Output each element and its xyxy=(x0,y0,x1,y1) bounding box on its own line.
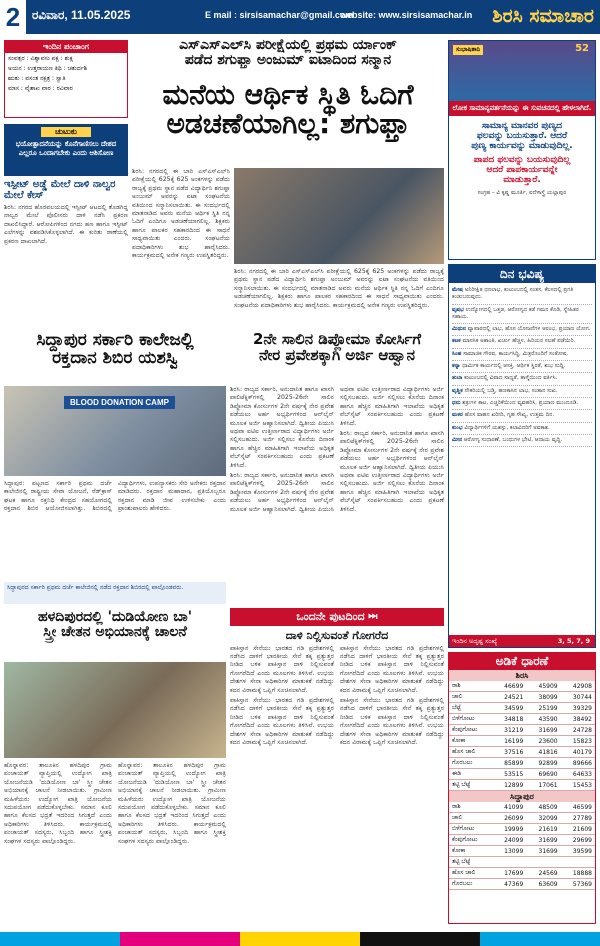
story3-text: ಶಿರಸಿ: ರಾಜ್ಯದ ಸರ್ಕಾರಿ, ಅನುದಾನಿತ ಹಾಗೂ ಖಾಸಗಿ ಪಾಲಿಟೆಕ್ನಿಕ್‌ಗಳಲ್ಲಿ 2025-26ನೇ ಸಾಲಿನ ಡಿಪ್ಲೋಮಾ ಕೋರ್ಸುಗಳ 2ನೇ ವರ್ಷಕ್ಕೆ ನೇರ ಪ್ರವೇಶ ಪಡೆಯಲು ಅರ್ಹ ಅಭ್ಯರ್ಥಿಗಳಿಂದ ಆನ್‌ಲೈನ್ ಮೂಲಕ ಅರ್ಜಿ ಆಹ್ವಾನಿಸಲಾಗಿದೆ. ದ್ವಿತೀಯ ಪಿಯುಸಿ ಅಥವಾ ಐಟಿಐ ಉತ್ತೀರ್ಣರಾದ ವಿದ್ಯಾರ್ಥಿಗಳು ಅರ್ಜಿ ಸಲ್ಲಿಸಬಹುದು. ಅರ್ಜಿ ಸಲ್ಲಿಸಲು ಕೊನೆಯ ದಿನಾಂಕ ಹಾಗೂ ಹೆಚ್ಚಿನ ಮಾಹಿತಿಗಾಗಿ ಇಲಾಖೆಯ ಅಧಿಕೃತ ವೆಬ್‌ಸೈಟ್ ಸಂಪರ್ಕಿಸಬಹುದು ಎಂದು ಪ್ರಕಟಣೆ ತಿಳಿಸಿದೆ. xyxy=(230,386,334,469)
price-value: 19999 xyxy=(492,824,526,835)
price-row xyxy=(449,769,595,780)
variety-name: ರಾಶಿ xyxy=(449,681,492,692)
rashi-name: ಕಟಕ xyxy=(452,338,461,345)
rashi-item xyxy=(452,285,592,305)
page-header xyxy=(0,0,600,34)
price-value: 34818 xyxy=(492,714,526,725)
rashi-list xyxy=(449,283,595,449)
rashi-name: ವೃಷಭ xyxy=(452,306,464,313)
story4-text-more2: ಪಾಕಿಸ್ತಾನ ಸೇನೆಯು ಭಾರತದ ಗಡಿ ಪ್ರದೇಶಗಳಲ್ಲಿ ನಡೆಸಿದ ದಾಳಿಗೆ ಭಾರತೀಯ ಸೇನೆ ತಕ್ಕ ಪ್ರತ್ಯುತ್ತರ ನೀಡಿದ ಬಳಿಕ ಪಾಕಿಸ್ತಾನ ದಾಳಿ ನಿಲ್ಲಿಸುವಂತೆ ಗೋಗರೆದಿದೆ ಎಂದು ಮೂಲಗಳು ತಿಳಿಸಿವೆ. ಉಭಯ ದೇಶಗಳ ಸೇನಾ ಅಧಿಕಾರಿಗಳ ಮಾತುಕತೆ ನಡೆದಿದ್ದು ಕದನ ವಿರಾಮಕ್ಕೆ ಒಪ್ಪಿಗೆ ಸೂಚಿಸಲಾಗಿದೆ. xyxy=(340,644,444,694)
price-value: 31699 xyxy=(526,846,560,857)
rashi-text: ಮಾನಸಿಕ ಅಶಾಂತಿ, ಖರ್ಚು ಹೆಚ್ಚಳ, ಹಿರಿಯರ ಸಲಹೆ ಪಡೆಯಿರಿ. xyxy=(462,338,576,345)
price-row xyxy=(449,857,595,868)
price-value: 24569 xyxy=(526,868,560,879)
variety-name: ಬೆಟ್ಟೆ xyxy=(449,703,492,714)
variety-name: ಕೋಕಾ xyxy=(449,736,492,747)
rashi-item xyxy=(452,336,592,348)
rashi-name: ಸಿಂಹ xyxy=(452,350,462,357)
price-value: 39329 xyxy=(561,703,595,714)
rashi-text: ನೌಕರಿಯಲ್ಲಿ ಬಡ್ತಿ, ಹಣಕಾಸಿನ ಲಾಭ, ಸಂತಾನ ಸುಖ. xyxy=(464,387,558,394)
price-value: 34599 xyxy=(492,703,526,714)
page-number: 2 xyxy=(0,0,26,34)
price-value: 92899 xyxy=(526,758,560,769)
story5-headline xyxy=(4,610,226,660)
rashi-text: ವ್ಯಾಪಾರದಲ್ಲಿ ಲಾಭ, ಹೊಸ ಯೋಜನೆಗಳ ಆರಂಭ, ಪ್ರಯಾಣ ಯೋಗ. xyxy=(467,326,591,333)
rashi-item xyxy=(452,373,592,385)
arecanut-table-2 xyxy=(449,802,595,890)
price-value: 32099 xyxy=(526,813,560,824)
rashi-name: ಮಕರ xyxy=(452,412,463,419)
price-value: 17061 xyxy=(526,780,560,791)
brief-news xyxy=(4,180,128,304)
rashi-name: ವೃಶ್ಚಿಕ xyxy=(452,387,463,394)
story3-headline xyxy=(230,332,444,382)
price-row xyxy=(449,813,595,824)
story4-body xyxy=(230,645,444,750)
variety-name: ಕೆಂಪುಗೋಟು xyxy=(449,725,492,736)
price-value: 42908 xyxy=(561,681,595,692)
story2-caption: ಸಿದ್ದಾಪುರದ ಸರ್ಕಾರಿ ಪ್ರಥಮ ದರ್ಜೆ ಕಾಲೇಜಿನಲ್ಲಿ ನಡೆದ ರಕ್ತದಾನ ಶಿಬಿರದಲ್ಲಿ ಪಾಲ್ಗೊಂಡವರು. xyxy=(4,582,226,604)
price-value: 15453 xyxy=(561,780,595,791)
variety-name: ಹೊಸ ಚಾಲಿ xyxy=(449,868,492,879)
price-row xyxy=(449,868,595,879)
price-value: 89666 xyxy=(561,758,595,769)
rashi-name: ಕನ್ಯಾ xyxy=(452,363,461,370)
rashi-text: ಧಾರ್ಮಿಕ ಕಾರ್ಯದಲ್ಲಿ ಆಸಕ್ತಿ, ಆರ್ಥಿಕ ಸ್ಥಿರತೆ, ಶುಭ ಸುದ್ದಿ. xyxy=(462,363,566,370)
continued-band xyxy=(230,608,444,626)
price-row xyxy=(449,703,595,714)
rashi-text: ಅನಿರೀಕ್ಷಿತ ಧನಲಾಭ, ಕುಟುಂಬದಲ್ಲಿ ಸಂತಸ, ಕೆಲಸದಲ್ಲಿ ಪ್ರಗತಿ ಕಂಡುಬರುವುದು. xyxy=(452,287,574,301)
price-row xyxy=(449,692,595,703)
price-value: 85899 xyxy=(492,758,526,769)
price-row xyxy=(449,714,595,725)
price-value: 69690 xyxy=(526,769,560,780)
forward-icon: ⏭ xyxy=(368,610,378,623)
story4-headline: ದಾಳಿ ನಿಲ್ಲಿಸುವಂತೆ ಗೋಗರೆದ xyxy=(285,630,389,642)
price-value: 24728 xyxy=(561,725,595,736)
price-value: 26099 xyxy=(492,813,526,824)
price-value: 12899 xyxy=(492,780,526,791)
rashi-item xyxy=(452,435,592,447)
spiritual-badge: ಸುಭಾಷಿತಾನಿ xyxy=(453,45,483,55)
story3-text-more2: ಶಿರಸಿ: ರಾಜ್ಯದ ಸರ್ಕಾರಿ, ಅನುದಾನಿತ ಹಾಗೂ ಖಾಸಗಿ ಪಾಲಿಟೆಕ್ನಿಕ್‌ಗಳಲ್ಲಿ 2025-26ನೇ ಸಾಲಿನ ಡಿಪ್ಲೋಮಾ ಕೋರ್ಸುಗಳ 2ನೇ ವರ್ಷಕ್ಕೆ ನೇರ ಪ್ರವೇಶ ಪಡೆಯಲು ಅರ್ಹ ಅಭ್ಯರ್ಥಿಗಳಿಂದ ಆನ್‌ಲೈನ್ ಮೂಲಕ ಅರ್ಜಿ ಆಹ್ವಾನಿಸಲಾಗಿದೆ. ದ್ವಿತೀಯ ಪಿಯುಸಿ ಅಥವಾ ಐಟಿಐ ಉತ್ತೀರ್ಣರಾದ ವಿದ್ಯಾರ್ಥಿಗಳು ಅರ್ಜಿ ಸಲ್ಲಿಸಬಹುದು. ಅರ್ಜಿ ಸಲ್ಲಿಸಲು ಕೊನೆಯ ದಿನಾಂಕ ಹಾಗೂ ಹೆಚ್ಚಿನ ಮಾಹಿತಿಗಾಗಿ ಇಲಾಖೆಯ ಅಧಿಕೃತ ವೆಬ್‌ಸೈಟ್ ಸಂಪರ್ಕಿಸಬಹುದು ಎಂದು ಪ್ರಕಟಣೆ ತಿಳಿಸಿದೆ. xyxy=(340,430,444,513)
lucky-row xyxy=(449,635,595,647)
price-row xyxy=(449,824,595,835)
variety-name: ಗೊರಬಲು xyxy=(449,879,492,890)
price-value: 23600 xyxy=(526,736,560,747)
price-value xyxy=(526,857,560,868)
top-story-text: ಶಿರಸಿ: ನಗರದಲ್ಲಿ ಈ ಬಾರಿ ಎಸ್‌ಎಸ್‌ಎಲ್‌ಸಿ ಪರೀಕ್ಷೆಯಲ್ಲಿ 625ಕ್ಕೆ 625 ಅಂಕಗಳನ್ನು ಪಡೆದು ರಾಜ್ಯಕ್ಕೆ ಪ್ರಥಮ ಸ್ಥಾನ ಪಡೆದ ವಿದ್ಯಾರ್ಥಿನಿ ಶಗುಫ್ತಾ ಅಂಜುಮ್ ಅವರನ್ನು ಐಟಾ ಸಂಘಟನೆಯ ವತಿಯಿಂದ ಸನ್ಮಾನಿಸಲಾಯಿತು. ಈ ಸಂದರ್ಭದಲ್ಲಿ ಮಾತನಾಡಿದ ಅವರು ಮನೆಯ ಆರ್ಥಿಕ ಸ್ಥಿತಿ ನನ್ನ ಓದಿಗೆ ಎಂದಿಗೂ ಅಡಚಣೆಯಾಗಲಿಲ್ಲ. ಶಿಕ್ಷಕರು ಹಾಗೂ ಪಾಲಕರ ಸಹಕಾರದಿಂದ ಈ ಸಾಧನೆ ಸಾಧ್ಯವಾಯಿತು ಎಂದರು. ಸಂಘಟನೆಯ ಪದಾಧಿಕಾರಿಗಳು ಶುಭ ಹಾರೈಸಿದರು. ಕಾರ್ಯಕ್ರಮದಲ್ಲಿ ಅನೇಕ ಗಣ್ಯರು ಉಪಸ್ಥಿತರಿದ್ದರು. xyxy=(132,168,230,260)
price-value: 30744 xyxy=(561,692,595,703)
rashi-text: ಉದ್ಯೋಗದಲ್ಲಿ ಒತ್ತಡ, ಆರೋಗ್ಯದ ಕಡೆ ಗಮನ ಕೊಡಿ, ಸ್ನೇಹಿತರ ಸಹಾಯ. xyxy=(452,306,579,320)
rashi-item xyxy=(452,324,592,336)
price-value: 15823 xyxy=(561,736,595,747)
story5-line-2: ಸ್ತ್ರೀ ಚೇತನ ಅಭಿಯಾನಕ್ಕೆ ಚಾಲನೆ xyxy=(43,623,187,640)
website-address[interactable]: website: www.sirsisamachar.in xyxy=(340,10,473,20)
price-value: 21609 xyxy=(561,824,595,835)
price-row xyxy=(449,846,595,857)
story3-body xyxy=(230,386,444,604)
arecanut-table-1 xyxy=(449,681,595,791)
brief-body: ಶಿರಸಿ: ನಗರದ ಹೊರವಲಯದಲ್ಲಿ ಇಸ್ಪೀಟ್ ಆಟದಲ್ಲಿ ತೊಡಗಿದ್ದ ನಾಲ್ವರ ಮೇಲೆ ಪೊಲೀಸರು ದಾಳಿ ನಡೆಸಿ ಪ್ರಕರಣ ದಾಖಲಿಸಿದ್ದಾರೆ. ಆರೋಪಿಗಳಿಂದ ನಗದು ಹಣ ಹಾಗೂ ಇಸ್ಪೀಟ್ ಎಲೆಗಳನ್ನು ವಶಪಡಿಸಿಕೊಳ್ಳಲಾಗಿದೆ. ಈ ಕುರಿತು ಠಾಣೆಯಲ್ಲಿ ಪ್ರಕರಣ ದಾಖಲಾಗಿದೆ. xyxy=(4,204,128,245)
story5-text-more: ಹೊನ್ನಾವರ: ತಾಲೂಕಿನ ಹಳದಿಪುರ ಗ್ರಾಮ ಪಂಚಾಯತ್ ವ್ಯಾಪ್ತಿಯಲ್ಲಿ ಉದ್ಯೋಗ ಖಾತ್ರಿ ಯೋಜನೆಯಡಿ 'ದುಡಿಯೋಣ ಬಾ' ಸ್ತ್ರೀ ಚೇತನ ಅಭಿಯಾನಕ್ಕೆ ಚಾಲನೆ ನೀಡಲಾಯಿತು. ಗ್ರಾಮೀಣ ಮಹಿಳೆಯರು ಉದ್ಯೋಗ ಖಾತ್ರಿ ಯೋಜನೆಯ ಸದುಪಯೋಗ ಪಡೆದುಕೊಳ್ಳಬೇಕು. ಸಮಾನ ಕೂಲಿ ಹಾಗೂ ಕೆಲಸದ ಭದ್ರತೆ ಇದರಿಂದ ಸಿಗುತ್ತದೆ ಎಂದು ಅಧಿಕಾರಿಗಳು ತಿಳಿಸಿದರು. ಕಾರ್ಯಕ್ರಮದಲ್ಲಿ ಪಂಚಾಯತ್ ಸದಸ್ಯರು, ಸಿಬ್ಬಂದಿ ಹಾಗೂ ಸ್ತ್ರೀಶಕ್ತಿ ಸಂಘಗಳ ಸದಸ್ಯರು ಪಾಲ್ಗೊಂಡಿದ್ದರು. xyxy=(118,762,226,845)
market-2: ಸಿದ್ದಾಪುರ xyxy=(449,791,595,802)
headline-line-1: ಮನೆಯ ಆರ್ಥಿಕ ಸ್ಥಿತಿ ಓದಿಗೆ xyxy=(162,80,414,111)
panchanga-line: ಅಯನ : ಉತ್ತರಾಯಣ ತಿಥಿ : ಚತುರ್ದಶಿ xyxy=(8,65,88,72)
variety-name: ಬಿಳೆಗೋಟು xyxy=(449,714,492,725)
spiritual-credit: ಸಂಗ್ರಹ – ವಿ ಕೃಷ್ಣ ಮೂರ್ತಿ, ಐದೆಳಾಸ್ತ್ರೆ ಯಲ್ಲಾಪುರ xyxy=(477,190,567,196)
rashi-text: ಸಾಮಾಜಿಕ ಗೌರವ, ಕಾರ್ಯಸಿದ್ಧಿ, ಮಿತ್ರರೊಂದಿಗೆ ಸಂತೋಷ. xyxy=(463,350,569,357)
price-value: 41099 xyxy=(492,802,526,813)
story2-headline xyxy=(4,332,226,382)
spiritual-line: ಫಲವನ್ನು ಬಯಸುತ್ತಾರೆ. ಆದರೆ xyxy=(476,131,568,141)
top-story-body-cont xyxy=(234,268,444,328)
variety-name: ಚಾಲಿ xyxy=(449,813,492,824)
story5-body xyxy=(4,762,226,924)
price-value: 18888 xyxy=(561,868,595,879)
panchanga-line: ಮಾಸ : ವೈಶಾಖ ವಾರ : ರವಿವಾರ xyxy=(8,85,73,92)
price-value: 63609 xyxy=(526,879,560,890)
chutuku-box xyxy=(4,124,128,176)
story5-photo xyxy=(4,662,226,758)
variety-name: ಗೊರಬಲು xyxy=(449,758,492,769)
top-story-headline xyxy=(132,80,444,164)
spiritual-box xyxy=(448,40,596,260)
price-value: 17699 xyxy=(492,868,526,879)
spiritual-number: 52 xyxy=(575,43,589,54)
price-value: 45909 xyxy=(526,681,560,692)
story4-text: ಪಾಕಿಸ್ತಾನ ಸೇನೆಯು ಭಾರತದ ಗಡಿ ಪ್ರದೇಶಗಳಲ್ಲಿ ನಡೆಸಿದ ದಾಳಿಗೆ ಭಾರತೀಯ ಸೇನೆ ತಕ್ಕ ಪ್ರತ್ಯುತ್ತರ ನೀಡಿದ ಬಳಿಕ ಪಾಕಿಸ್ತಾನ ದಾಳಿ ನಿಲ್ಲಿಸುವಂತೆ ಗೋಗರೆದಿದೆ ಎಂದು ಮೂಲಗಳು ತಿಳಿಸಿವೆ. ಉಭಯ ದೇಶಗಳ ಸೇನಾ ಅಧಿಕಾರಿಗಳ ಮಾತುಕತೆ ನಡೆದಿದ್ದು ಕದನ ವಿರಾಮಕ್ಕೆ ಒಪ್ಪಿಗೆ ಸೂಚಿಸಲಾಗಿದೆ. xyxy=(230,644,334,694)
story4-text-more: ಪಾಕಿಸ್ತಾನ ಸೇನೆಯು ಭಾರತದ ಗಡಿ ಪ್ರದೇಶಗಳಲ್ಲಿ ನಡೆಸಿದ ದಾಳಿಗೆ ಭಾರತೀಯ ಸೇನೆ ತಕ್ಕ ಪ್ರತ್ಯುತ್ತರ ನೀಡಿದ ಬಳಿಕ ಪಾಕಿಸ್ತಾನ ದಾಳಿ ನಿಲ್ಲಿಸುವಂತೆ ಗೋಗರೆದಿದೆ ಎಂದು ಮೂಲಗಳು ತಿಳಿಸಿವೆ. ಉಭಯ ದೇಶಗಳ ಸೇನಾ ಅಧಿಕಾರಿಗಳ ಮಾತುಕತೆ ನಡೆದಿದ್ದು ಕದನ ವಿರಾಮಕ್ಕೆ ಒಪ್ಪಿಗೆ ಸೂಚಿಸಲಾಗಿದೆ. xyxy=(230,696,334,747)
price-row xyxy=(449,780,595,791)
rashi-item xyxy=(452,398,592,410)
arecanut-box xyxy=(448,652,596,924)
price-value: 48509 xyxy=(526,802,560,813)
price-value: 40179 xyxy=(561,747,595,758)
story5-text: ಹೊನ್ನಾವರ: ತಾಲೂಕಿನ ಹಳದಿಪುರ ಗ್ರಾಮ ಪಂಚಾಯತ್ ವ್ಯಾಪ್ತಿಯಲ್ಲಿ ಉದ್ಯೋಗ ಖಾತ್ರಿ ಯೋಜನೆಯಡಿ 'ದುಡಿಯೋಣ ಬಾ' ಸ್ತ್ರೀ ಚೇತನ ಅಭಿಯಾನಕ್ಕೆ ಚಾಲನೆ ನೀಡಲಾಯಿತು. ಗ್ರಾಮೀಣ ಮಹಿಳೆಯರು ಉದ್ಯೋಗ ಖಾತ್ರಿ ಯೋಜನೆಯ ಸದುಪಯೋಗ ಪಡೆದುಕೊಳ್ಳಬೇಕು. ಸಮಾನ ಕೂಲಿ ಹಾಗೂ ಕೆಲಸದ ಭದ್ರತೆ ಇದರಿಂದ ಸಿಗುತ್ತದೆ ಎಂದು ಅಧಿಕಾರಿಗಳು ತಿಳಿಸಿದರು. ಕಾರ್ಯಕ್ರಮದಲ್ಲಿ ಪಂಚಾಯತ್ ಸದಸ್ಯರು, ಸಿಬ್ಬಂದಿ ಹಾಗೂ ಸ್ತ್ರೀಶಕ್ತಿ ಸಂಘಗಳ ಸದಸ್ಯರು ಪಾಲ್ಗೊಂಡಿದ್ದರು. xyxy=(4,762,112,845)
camp-banner: BLOOD DONATION CAMP xyxy=(64,396,175,409)
price-value: 13099 xyxy=(492,846,526,857)
rashi-item xyxy=(452,305,592,325)
rashi-text: ಆರೋಗ್ಯ ಸುಧಾರಣೆ, ಬಂಧುಗಳ ಭೇಟಿ, ಆದಾಯ ವೃದ್ಧಿ. xyxy=(463,436,563,443)
price-value: 27789 xyxy=(561,813,595,824)
rashi-text: ಹೊಸ ವಾಹನ ಖರೀದಿ, ಗೃಹ ಸೌಖ್ಯ, ಉತ್ತಮ ದಿನ. xyxy=(464,412,555,419)
price-value: 31699 xyxy=(526,835,560,846)
story5-line-1: ಹಳದಿಪುರದಲ್ಲಿ 'ದುಡಿಯೋಣ ಬಾ' xyxy=(37,610,193,625)
variety-name: ಬಿಳೆಗೋಟು xyxy=(449,824,492,835)
issue-date: ರವಿವಾರ, 11.05.2025 xyxy=(32,8,131,22)
panchanga-line: ಸಂವತ್ಸರ : ವಿಶ್ವಾವಸು ಪಕ್ಷ : ಶುಕ್ಲ xyxy=(8,55,74,62)
story4-text-more3: ಪಾಕಿಸ್ತಾನ ಸೇನೆಯು ಭಾರತದ ಗಡಿ ಪ್ರದೇಶಗಳಲ್ಲಿ ನಡೆಸಿದ ದಾಳಿಗೆ ಭಾರತೀಯ ಸೇನೆ ತಕ್ಕ ಪ್ರತ್ಯುತ್ತರ ನೀಡಿದ ಬಳಿಕ ಪಾಕಿಸ್ತಾನ ದಾಳಿ ನಿಲ್ಲಿಸುವಂತೆ ಗೋಗರೆದಿದೆ ಎಂದು ಮೂಲಗಳು ತಿಳಿಸಿವೆ. ಉಭಯ ದೇಶಗಳ ಸೇನಾ ಅಧಿಕಾರಿಗಳ ಮಾತುಕತೆ ನಡೆದಿದ್ದು ಕದನ ವಿರಾಮಕ್ಕೆ ಒಪ್ಪಿಗೆ ಸೂಚಿಸಲಾಗಿದೆ. xyxy=(340,696,444,747)
rashi-item xyxy=(452,423,592,435)
variety-name: ಈಡಿ xyxy=(449,769,492,780)
price-row xyxy=(449,725,595,736)
price-row xyxy=(449,835,595,846)
rashi-name: ಧನು xyxy=(452,399,461,406)
rashi-title: ದಿನ ಭವಿಷ್ಯ xyxy=(449,265,595,283)
variety-name: ಕೋಕಾ xyxy=(449,846,492,857)
spiritual-line: ಪಾಪದ ಫಲವನ್ನು ಬಯಸುವುದಿಲ್ಲ xyxy=(473,155,571,165)
spiritual-line: ಪುಣ್ಯ ಕಾರ್ಯವನ್ನು ಮಾಡುವುದಿಲ್ಲ. xyxy=(471,141,573,151)
kicker-line-1: ಎಸ್‌ಎಸ್‌ಎಲ್‌ಸಿ ಪರೀಕ್ಷೆಯಲ್ಲಿ ಪ್ರಥಮ ರ್ಯಾಂಕ್ xyxy=(179,38,397,53)
price-value: 37516 xyxy=(492,747,526,758)
top-story-body xyxy=(132,168,230,328)
story4 xyxy=(230,630,444,924)
variety-name: ತಟ್ಟಿ ಬೆಟ್ಟೆ xyxy=(449,857,492,868)
brief-headline: ಇಸ್ಪೀಟ್ ಅಡ್ಡೆ ಮೇಲೆ ದಾಳಿ ನಾಲ್ವರ ಮೇಲೆ ಕೇಸ್ xyxy=(4,180,116,201)
rashi-name: ತುಲಾ xyxy=(452,375,463,382)
price-value: 24521 xyxy=(492,692,526,703)
rashi-name: ಮೀನ xyxy=(452,436,463,443)
story3-line-2: ನೇರ ಪ್ರವೇಶಕ್ಕಾಗಿ ಅರ್ಜಿ ಆಹ್ವಾನ xyxy=(259,345,415,364)
panchanga-title: ಇಂದಿನ ಪಂಚಾಂಗ xyxy=(5,41,127,53)
price-value: 46599 xyxy=(561,802,595,813)
price-value: 57369 xyxy=(561,879,595,890)
spiritual-line: ಮಾಡುತ್ತಾರೆ. xyxy=(503,175,541,185)
rashi-name: ಕುಂಭ xyxy=(452,424,463,431)
variety-name: ಚಾಲಿ xyxy=(449,692,492,703)
spiritual-header xyxy=(449,41,595,101)
price-row xyxy=(449,736,595,747)
chutuku-text: ಭಯೋತ್ಪಾದನೆಯನ್ನು ಕೊನೆಗಾಣಿಸಲು ದೇಶದ ಎಲ್ಲರೂ ಒಂದಾಗಬೇಕು ಎಂದು ಆಶಿಸೋಣ xyxy=(15,140,117,157)
price-value: 38099 xyxy=(526,692,560,703)
rashi-item xyxy=(452,361,592,373)
rashi-name: ಮಿಥುನ xyxy=(452,326,466,333)
variety-name: ಕೆಂಪುಗೋಟು xyxy=(449,835,492,846)
price-value: 29699 xyxy=(561,835,595,846)
lucky-numbers: 3, 5, 7, 9 xyxy=(557,637,590,645)
price-row xyxy=(449,747,595,758)
variety-name: ತಟ್ಟಿ ಬೆಟ್ಟೆ xyxy=(449,780,492,791)
panchanga-box xyxy=(4,40,128,118)
rashi-item xyxy=(452,386,592,398)
variety-name: ಹೊಸ ಚಾಲಿ xyxy=(449,747,492,758)
variety-name: ರಾಶಿ xyxy=(449,802,492,813)
spiritual-line: ಆದರೆ ಪಾಪಕಾರ್ಯವನ್ನೇ xyxy=(486,165,558,175)
story2-text: ಸಿದ್ದಾಪುರ: ಪಟ್ಟಣದ ಸರ್ಕಾರಿ ಪ್ರಥಮ ದರ್ಜೆ ಕಾಲೇಜಿನಲ್ಲಿ ರಾಷ್ಟ್ರೀಯ ಸೇವಾ ಯೋಜನೆ, ರೆಡ್‌ಕ್ರಾಸ್ ಘಟಕ ಹಾಗೂ ರಕ್ತನಿಧಿ ಕೇಂದ್ರದ ಸಹಯೋಗದಲ್ಲಿ ರಕ್ತದಾನ ಶಿಬಿರ ಆಯೋಜಿಸಲಾಗಿತ್ತು. ಶಿಬಿರದಲ್ಲಿ ವಿದ್ಯಾರ್ಥಿಗಳು, ಉಪನ್ಯಾಸಕರು ಸೇರಿ ಅನೇಕರು ರಕ್ತದಾನ ಮಾಡಿದರು. ರಕ್ತದಾನ ಮಹಾದಾನ, ಪ್ರತಿಯೊಬ್ಬರೂ ರಕ್ತದಾನ ಮಾಡಿ ಜೀವ ಉಳಿಸಬೇಕು ಎಂದು ಪ್ರಾಂಶುಪಾಲರು ಹೇಳಿದರು. xyxy=(4,480,226,513)
story2-photo xyxy=(4,386,226,476)
headline-line-2: ಅಡಚಣೆಯಾಗಿಲ್ಲ: ಶಗುಫ್ತಾ xyxy=(166,107,410,141)
panchanga-line: ಋತು : ವಸಂತ ನಕ್ಷತ್ರ : ಸ್ವಾತಿ xyxy=(8,75,66,82)
price-value: 21619 xyxy=(526,824,560,835)
market-1: ಶಿರಸಿ xyxy=(449,670,595,681)
price-value: 41816 xyxy=(526,747,560,758)
top-story-kicker xyxy=(132,38,444,78)
story2-line-2: ರಕ್ತದಾನ ಶಿಬಿರ ಯಶಸ್ವಿ xyxy=(52,347,178,368)
rashi-item xyxy=(452,410,592,422)
rashi-text: ವಿದ್ಯಾರ್ಥಿಗಳಿಗೆ ಯಶಸ್ಸು, ಕಲಾವಿದರಿಗೆ ಅವಕಾಶ. xyxy=(464,424,550,431)
price-value: 24099 xyxy=(492,835,526,846)
price-value: 38492 xyxy=(561,714,595,725)
chutuku-title: ಚುಟುಕು xyxy=(41,127,91,137)
rashi-text: ಶತ್ರುಗಳ ಕಾಟ, ಎಚ್ಚರಿಕೆಯಿಂದ ವ್ಯವಹರಿಸಿ, ಪ್ರಯಾಣ ಮುಂದೂಡಿ. xyxy=(462,399,579,406)
top-story-text-cont: ಶಿರಸಿ: ನಗರದಲ್ಲಿ ಈ ಬಾರಿ ಎಸ್‌ಎಸ್‌ಎಲ್‌ಸಿ ಪರೀಕ್ಷೆಯಲ್ಲಿ 625ಕ್ಕೆ 625 ಅಂಕಗಳನ್ನು ಪಡೆದು ರಾಜ್ಯಕ್ಕೆ ಪ್ರಥಮ ಸ್ಥಾನ ಪಡೆದ ವಿದ್ಯಾರ್ಥಿನಿ ಶಗುಫ್ತಾ ಅಂಜುಮ್ ಅವರನ್ನು ಐಟಾ ಸಂಘಟನೆಯ ವತಿಯಿಂದ ಸನ್ಮಾನಿಸಲಾಯಿತು. ಈ ಸಂದರ್ಭದಲ್ಲಿ ಮಾತನಾಡಿದ ಅವರು ಮನೆಯ ಆರ್ಥಿಕ ಸ್ಥಿತಿ ನನ್ನ ಓದಿಗೆ ಎಂದಿಗೂ ಅಡಚಣೆಯಾಗಲಿಲ್ಲ. ಶಿಕ್ಷಕರು ಹಾಗೂ ಪಾಲಕರ ಸಹಕಾರದಿಂದ ಈ ಸಾಧನೆ ಸಾಧ್ಯವಾಯಿತು ಎಂದರು. ಸಂಘಟನೆಯ ಪದಾಧಿಕಾರಿಗಳು ಶುಭ ಹಾರೈಸಿದರು. ಕಾರ್ಯಕ್ರಮದಲ್ಲಿ ಅನೇಕ ಗಣ್ಯರು ಉಪಸ್ಥಿತರಿದ್ದರು. xyxy=(234,268,444,309)
price-row xyxy=(449,681,595,692)
rashi-text: ಕುಟುಂಬದಲ್ಲಿ ವಿವಾದ ಸಾಧ್ಯತೆ, ತಾಳ್ಮೆಯಿಂದ ವರ್ತಿಸಿ. xyxy=(464,375,558,382)
story2-line-1: ಸಿದ್ದಾಪುರ ಸರ್ಕಾರಿ ಕಾಲೇಜಲ್ಲಿ xyxy=(36,332,194,350)
story3-line-1: 2ನೇ ಸಾಲಿನ ಡಿಪ್ಲೋಮಾ ಕೋರ್ಸಿಗೆ xyxy=(252,332,422,348)
kicker-line-2: ಪಡೆದ ಶಗುಫ್ತಾ ಅಂಜುಮ್ ಐಟಾದಿಂದ ಸನ್ಮಾನ xyxy=(184,51,392,68)
price-value xyxy=(561,857,595,868)
arecanut-title: ಅಡಿಕೆ ಧಾರಣೆ xyxy=(449,653,595,670)
rashi-item xyxy=(452,349,592,361)
price-row xyxy=(449,758,595,769)
top-story-photo xyxy=(234,168,444,264)
price-value: 25199 xyxy=(526,703,560,714)
price-value: 16199 xyxy=(492,736,526,747)
price-row xyxy=(449,879,595,890)
price-value: 64633 xyxy=(561,769,595,780)
price-value: 47369 xyxy=(492,879,526,890)
lucky-label: ಇಂದಿನ ಅದೃಷ್ಟ ಸಂಖ್ಯೆ xyxy=(452,637,498,645)
price-value: 43590 xyxy=(526,714,560,725)
paper-name: ಶಿರಸಿ ಸಮಾಚಾರ xyxy=(492,5,594,27)
rashi-name: ಮೇಷ xyxy=(452,287,463,293)
price-value: 31219 xyxy=(492,725,526,736)
email-address[interactable]: E mail : sirsisamachar@gmail.com xyxy=(205,10,354,20)
spiritual-line: ಸಾಮಾನ್ಯ ಮಾನವರ ಪುಣ್ಯದ xyxy=(481,121,563,131)
price-row xyxy=(449,802,595,813)
price-value xyxy=(492,857,526,868)
continued-label: ಒಂದನೇ ಪುಟದಿಂದ xyxy=(296,610,365,623)
spiritual-verse: ಲೋಕ ಸಾಮಾನ್ಯವರ್ತನೆಯನ್ನು ಈ ಸುವಚನದಲ್ಲಿ ಹೇಳಲಾಗಿದೆ. xyxy=(449,101,595,116)
footer-color-strip xyxy=(0,932,600,946)
rashi-box xyxy=(448,264,596,648)
price-value: 46699 xyxy=(492,681,526,692)
price-value: 31699 xyxy=(526,725,560,736)
story3-text-more: ಶಿರಸಿ: ರಾಜ್ಯದ ಸರ್ಕಾರಿ, ಅನುದಾನಿತ ಹಾಗೂ ಖಾಸಗಿ ಪಾಲಿಟೆಕ್ನಿಕ್‌ಗಳಲ್ಲಿ 2025-26ನೇ ಸಾಲಿನ ಡಿಪ್ಲೋಮಾ ಕೋರ್ಸುಗಳ 2ನೇ ವರ್ಷಕ್ಕೆ ನೇರ ಪ್ರವೇಶ ಪಡೆಯಲು ಅರ್ಹ ಅಭ್ಯರ್ಥಿಗಳಿಂದ ಆನ್‌ಲೈನ್ ಮೂಲಕ ಅರ್ಜಿ ಆಹ್ವಾನಿಸಲಾಗಿದೆ. ದ್ವಿತೀಯ ಪಿಯುಸಿ ಅಥವಾ ಐಟಿಐ ಉತ್ತೀರ್ಣರಾದ ವಿದ್ಯಾರ್ಥಿಗಳು ಅರ್ಜಿ ಸಲ್ಲಿಸಬಹುದು. ಅರ್ಜಿ ಸಲ್ಲಿಸಲು ಕೊನೆಯ ದಿನಾಂಕ ಹಾಗೂ ಹೆಚ್ಚಿನ ಮಾಹಿತಿಗಾಗಿ ಇಲಾಖೆಯ ಅಧಿಕೃತ ವೆಬ್‌ಸೈಟ್ ಸಂಪರ್ಕಿಸಬಹುದು ಎಂದು ಪ್ರಕಟಣೆ ತಿಳಿಸಿದೆ. xyxy=(230,386,444,513)
price-value: 53515 xyxy=(492,769,526,780)
price-value: 39599 xyxy=(561,846,595,857)
story2-body xyxy=(4,480,226,580)
